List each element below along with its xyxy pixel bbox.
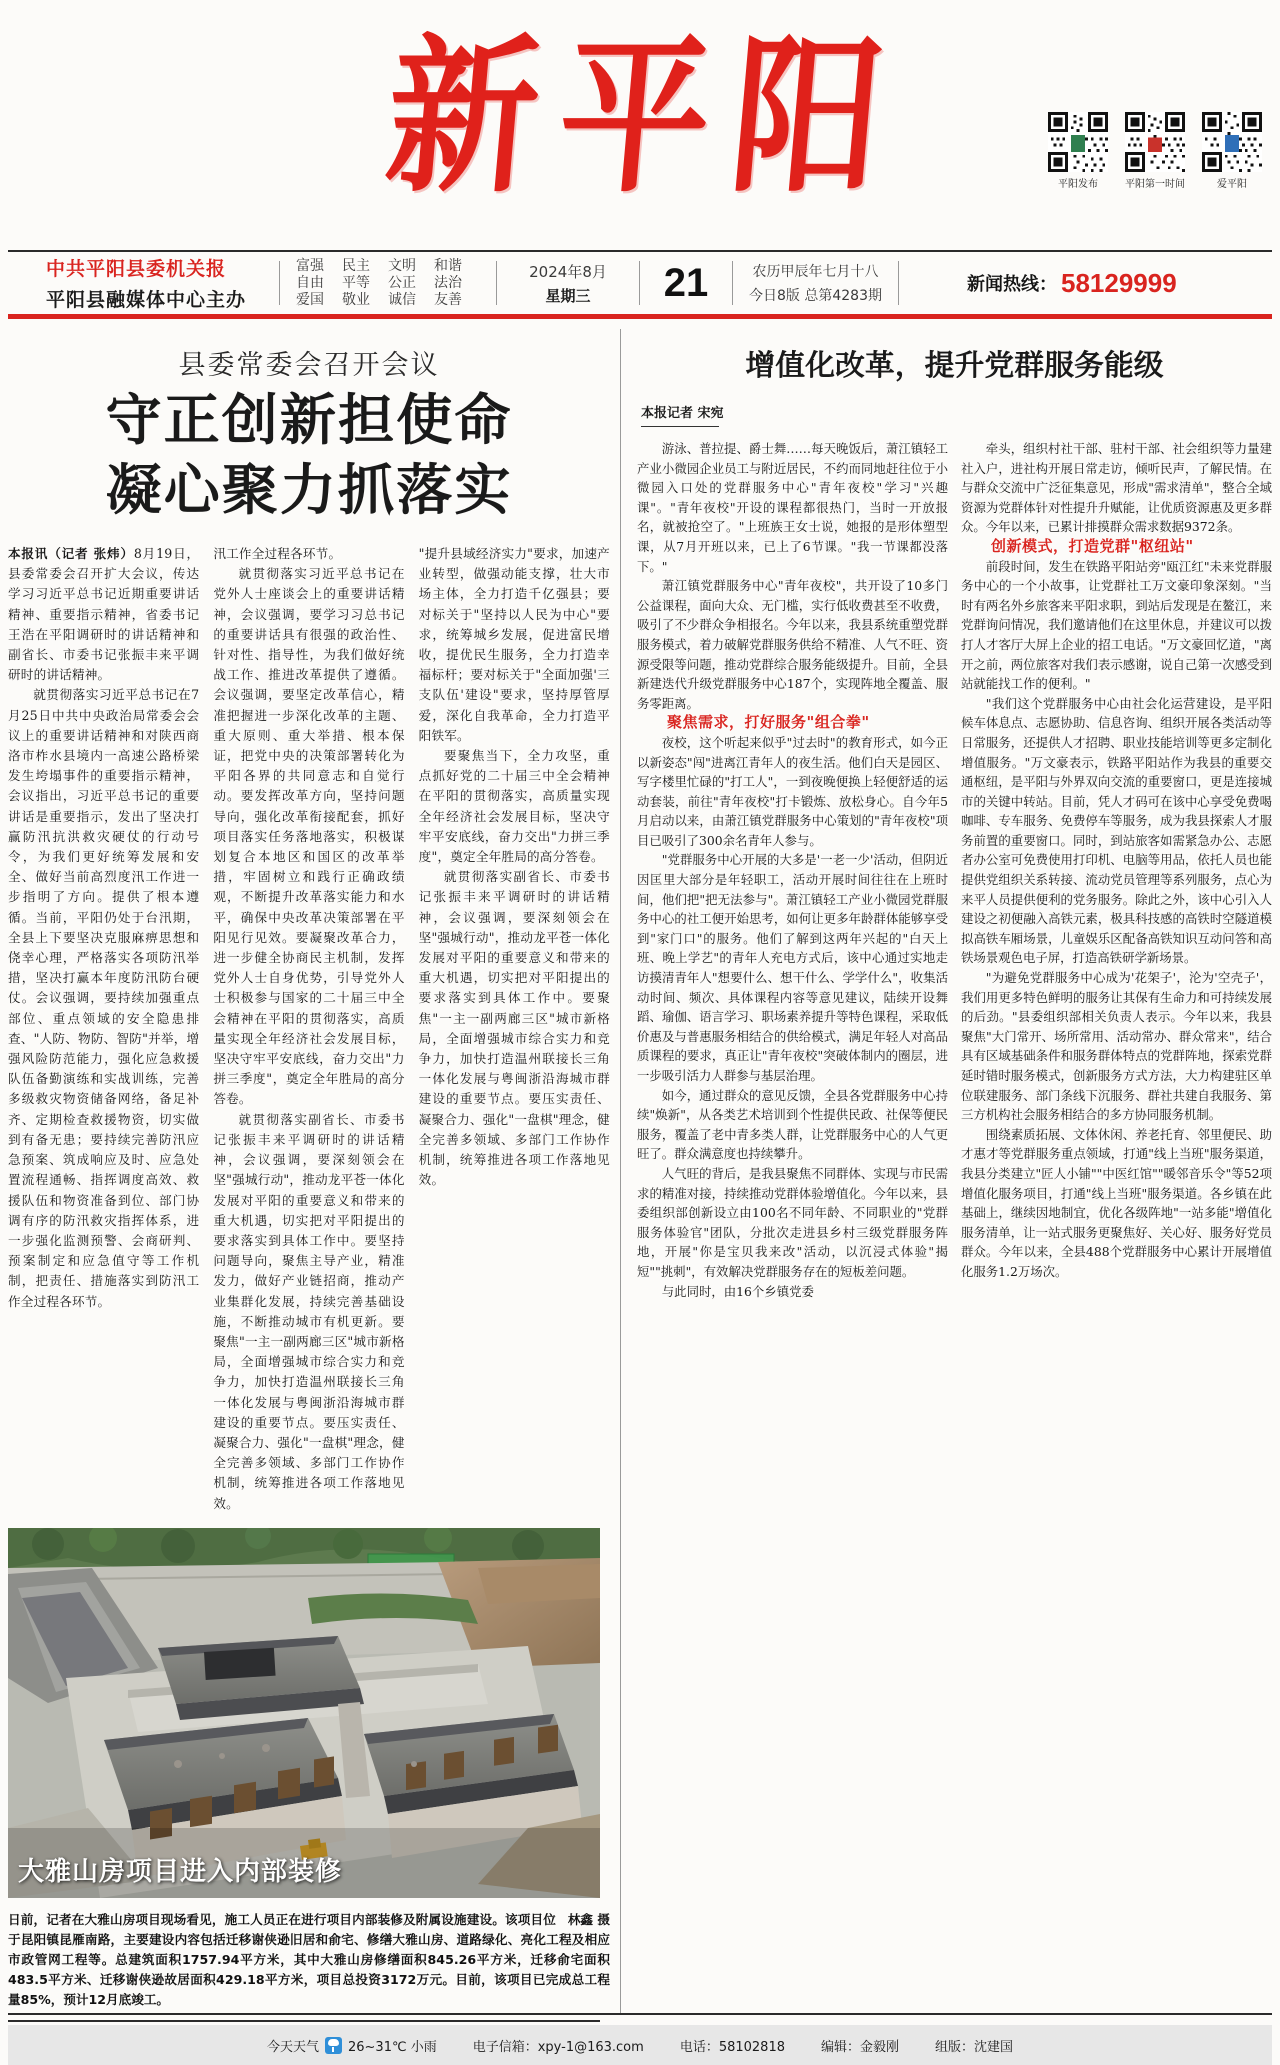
photo-story-image xyxy=(8,1528,600,1898)
right-column-1 xyxy=(637,439,948,1301)
lunar-issue-block xyxy=(749,261,882,305)
qr-item[interactable] xyxy=(1202,112,1262,190)
footer-layout: 组版：沈建国 xyxy=(935,2039,1014,2055)
issue-year-month: 2024年8月 xyxy=(529,262,607,281)
right-column-text xyxy=(637,439,948,1301)
right-story xyxy=(629,325,1272,2013)
right-column-text xyxy=(961,439,1272,1282)
footer-editor: 编辑：金毅刚 xyxy=(820,2039,899,2055)
core-value: 公正 xyxy=(388,275,416,291)
lead-column-text xyxy=(8,544,199,1312)
issue-day-number: 21 xyxy=(663,261,709,305)
paragraph: 与此同时，由16个乡镇党委 xyxy=(661,1283,814,1299)
paragraph: 要聚焦当下，全力攻坚，重点抓好党的二十届三中全会精神在平阳的贯彻落实，高质量实现全年经济社会发展目标，坚决守牢平安底线，奋力交出"力拼三季度"，奠定全年胜局的高分答卷。 xyxy=(418,748,610,865)
core-values-block xyxy=(296,258,480,308)
core-value: 爱国 xyxy=(296,292,324,308)
paragraph: "党群服务中心开展的大多是'一老一少'活动，但阴近因匡里大部分是年轻职工，活动开展时间往往在上班时间，他们把"把无法参与"。萧江镇轻工产业小微园党群服务中心的社工便开始思考，如何让更多年龄群体能够享受到"家门口"的服务。他们了解到这两年兴起的"白天上班、晚上学艺"的青年人充电方式后，该中心通过实地走访摸清青年人"想要什么、想干什么、学学什么"，收集活动时间、频次、具体课程内容等意见建议，陆续开设舞蹈、瑜伽、语言学习、职场素养提升等特色课程，采取低价惠及与普惠服务相结合的供给模式，满足年轻人对高品质课程的要求，真正让"青年夜校"突破体制内的圈层，进一步吸引活力人群参与基层治理。 xyxy=(637,852,948,1083)
footer-top-rule xyxy=(8,2013,1272,2015)
publisher-line-1: 中共平阳县委机关报 xyxy=(46,258,227,280)
core-value: 自由 xyxy=(296,275,324,291)
paragraph: 就贯彻落实副省长、市委书记张振丰来平调研时的讲话精神，会议强调，要深刻领会在坚"强城行动"，推动龙平苍一体化发展对平阳的重要意义和带来的重大机遇，切实把对平阳提出的要求落实到具体工作中。要聚焦"一主一副两廊三区"城市新格局，全面增强城市综合实力和竞争力，加快打造温州联接长三角一体化发展与粤闽浙沿海城市群建设的重要节点。要压实责任、凝聚合力、强化"一盘棋"理念，健全完善多领域、多部门工作协作机制，统筹推进各项工作落地见效。 xyxy=(418,869,610,1188)
content-area xyxy=(8,319,1272,2013)
qr-item[interactable] xyxy=(1048,112,1108,190)
qr-item[interactable] xyxy=(1125,112,1185,190)
issue-number: 今日8版 总第4283期 xyxy=(749,288,882,304)
photo-description: 日前，记者在大雅山房项目现场看见，施工人员正在进行项目内部装修及附属设施建设。该项目位于昆阳镇昆雁南路，主要建设内容包括迁移谢侠逊旧居和俞宅、修缮大雅山房、道路绿化、亮化工程及相应市政管网工程等。总建筑面积1757.94平方米，其中大雅山房修缮面积845.26平方米，迁移俞宅面积483.5平方米、迁移谢侠逊故居面积429.18平方米，项目总投资3172万元。目前，该项目已完成总工程量85%，预计12月底竣工。 xyxy=(8,1911,610,2007)
core-value: 法治 xyxy=(434,275,462,291)
divider xyxy=(732,261,733,305)
paragraph: 人气旺的背后，是我县聚焦不同群体、实现与市民需求的精准对接，持续推动党群体验增值化。今年以来，县委组织部创新设立由100名不同年龄、不同职业的"党群服务体验官"团队，分批次走进县乡村三级党群服务阵地，开展"你是宝贝我来改"活动，以沉浸式体验"揭短""挑刺"，有效解决党群服务存在的短板差问题。 xyxy=(637,1165,948,1279)
masthead xyxy=(0,0,1280,250)
news-hotline xyxy=(967,268,1177,299)
lead-headline-line-1: 守正创新担使命 xyxy=(105,388,513,452)
divider xyxy=(639,261,640,305)
core-value: 富强 xyxy=(296,258,324,274)
lead-kicker: 县委常委会召开会议 xyxy=(178,350,440,381)
qr-label: 平阳发布 xyxy=(1058,179,1098,190)
paragraph: "我们这个党群服务中心由社会化运营建设，是平阳候车体息点、志愿协助、信息咨询、组织开展各类活动等日常服务，还提供人才招聘、职业技能培训等更多定制化增值服务。"万文豪表示，铁路平阳站作为我县的重要交通枢纽，是平阳与外界双向交流的重要窗口，更是连接城市的关键中转站。目前，凭人才码可在该中心享受免费喝咖啡、专车服务、免费停车等服务，成为我县探索人才服务前置的重要窗口。同时，到站旅客如需紧急办公、志愿者办公室可免费使用打印机、电脑等用品，依托人员也能提供党组织关系转接、流动党员管理等系列服务，点心为来平人员提供便利的党务服务。除此之外，该中心引入人建设之初便融入高铁元素，极具科技感的高铁时空隧道模拟高铁车厢场景，儿童娱乐区配备高铁知识互动问答和高铁场景观色电子屏，打造高铁研学新场景。 xyxy=(961,695,1272,966)
qr-label: 平阳第一时间 xyxy=(1125,179,1185,190)
aerial-construction-photo xyxy=(8,1528,600,1898)
qr-code-icon xyxy=(1125,112,1185,172)
lead-headline-line-2: 凝心聚力抓落实 xyxy=(105,458,513,522)
lead-story xyxy=(8,325,620,2013)
photo-credit: 林鑫 摄 xyxy=(567,1911,610,1927)
lead-body-columns xyxy=(8,544,610,1514)
paragraph: 夜校，这个听起来似乎"过去时"的教育形式，如今正以新姿态"闯"进离江青年人的夜生活。他们白天是园区、写字楼里忙碌的"打工人"，一到夜晚便换上轻便舒适的运动套装，前往"青年夜校"打卡锻炼、放松身心。自今年5月启动以来，由萧江镇党群服务中心策划的"青年夜校"项目已吸引了300余名青年人参与。 xyxy=(637,734,948,848)
weather-block xyxy=(267,2036,437,2055)
photo-overlay-caption: 大雅山房项目进入内部装修 xyxy=(18,1856,343,1887)
paragraph: 汛工作全过程各环节。 xyxy=(213,546,342,561)
qr-code-icon xyxy=(1048,112,1108,172)
core-value: 平等 xyxy=(342,275,370,291)
lead-column-2 xyxy=(213,544,404,1514)
qr-label: 爱平阳 xyxy=(1217,179,1247,190)
core-value: 和谐 xyxy=(434,258,462,274)
issue-date-block xyxy=(513,261,623,306)
paragraph: 游泳、普拉提、爵士舞……每天晚饭后，萧江镇轻工产业小微园企业员工与附近居民，不约而同地赶往位于小微园入口处的党群服务中心"青年夜校"学习"兴趣课"。"青年夜校"开设的课程都很热门，当时一开放报名，就被抢空了。"上班族王女士说，她报的是形体塑型课，从7月开班以来，已上了6节课。"我一节课都没落下。" xyxy=(637,441,948,574)
page-footer xyxy=(8,2025,1272,2065)
lunar-date: 农历甲辰年七月十八 xyxy=(752,264,879,280)
core-value: 诚信 xyxy=(388,292,416,308)
paragraph: "为避免党群服务中心成为'花架子'，沦为'空壳子'，我们用更多特色鲜明的服务让其保有生命力和可持续发展的后劲。"县委组织部相关负责人表示。今年以来，我县聚焦"大门常开、场所常用、活动常办、群众常来"，结合具有区域基础条件和服务群体特点的党群阵地，探索党群延时错时服务模式，创新服务方式方法，大力构建驻区单位联建服务、部门条线下沉服务、群社共建自我服务、第三方机构社会服务相结合的多方协同服务机制。 xyxy=(961,970,1272,1123)
info-bar xyxy=(8,252,1272,314)
lead-column-3 xyxy=(419,544,610,1514)
section-subheading: 创新模式，打造党群"枢纽站" xyxy=(991,536,1194,555)
paragraph: 就贯彻落实习近平总书记在7月25日中共中央政治局常委会会议上的重要讲话精神和对陕西商洛市柞水县境内一高速公路桥梁发生垮塌事件的重要指示精神，会议指出，习近平总书记的重要讲话是重要指示，发出了坚决打赢防汛抗洪救灾硬仗的行动号令，为我们更好统筹发展和安全、做好当前高烈度汛工作进一步指明了方向。提供了根本遵循。当前，平阳仍处于台汛期，全县上下要坚决克服麻痹思想和侥幸心理，严格落实各项防汛举措，坚决打赢本年度防汛防台硬仗。会议强调，要持续加强重点部位、重点领域的安全隐患排查、"人防、物防、智防"并举，增强风险防范能力，强化应急救援队伍备勤演练和实战训练，完善多级救灾物资储备网络，备足补齐、定期检查救援物资，切实做到有备无患；要持续完善防汛应急预案、筑成响应及时、应急处置流程通畅、指挥调度高效、救援队伍和物资准备到位、部门协调有序的防汛救灾指挥体系，进一步强化监测预警、会商研判、预案制定和应急值守等工作机制，把责任、措施落实到防汛工作全过程各环节。 xyxy=(8,687,200,1309)
footer-email[interactable]: 电子信箱：xpy-1@163.com xyxy=(472,2039,644,2055)
paragraph: 就贯彻落实习近平总书记在党外人士座谈会上的重要讲话精神，会议强调，要学习习总书记的重要讲话具有很强的政治性、针对性、指导性，为我们做好统战工作、推进改革提供了遵循。会议强调，要坚定改革信心，精准把握进一步深化改革的主题、重大原则、重大举措、根本保证，把党中央的决策部署转化为平阳各界的共同意志和自觉行动。要发挥改革方向，坚持问题导向，强化改革衔接配套，抓好项目落实任务落地落实，积极谋划复合本地区和国区的改革举措，牢固树立和践行正确政绩观，不断提升改革落实能力和水平，确保中央改革决策部署在平阳见行见效。要凝聚改革合力，进一步健全协商民主机制，发挥党外人士自身优势，引导党外人士积极参与国家的二十届三中全会精神在平阳的贯彻落实，高质量实现全年经济社会发展目标，坚决守牢平安底线，奋力交出"力拼三季度"，奠定全年胜局的高分答卷。 xyxy=(213,566,405,1107)
lead-column-text xyxy=(213,544,404,1514)
right-body-columns xyxy=(637,439,1272,1301)
divider xyxy=(898,261,899,305)
rain-icon xyxy=(325,2037,342,2054)
core-values-row xyxy=(296,275,480,291)
qr-code-icon xyxy=(1202,112,1262,172)
weather-label: 今天天气 xyxy=(266,2039,319,2055)
qr-code-group xyxy=(1048,112,1262,190)
paragraph: 前段时间，发生在铁路平阳站旁"瓯江红"未来党群服务中心的一个小故事，让党群社工万文豪印象深刻。"当时有两名外乡旅客来平阳求职，到站后发现是在鳌江，来党群询问情况，我们邀请他们在这里休息，并建议可以拨打人才客厅大屏上企业的招工电话。"万文豪回忆道，"离开之前，两位旅客对我们表示感谢，说自己第一次感受到站就能找工作的便利。" xyxy=(961,558,1272,692)
hotline-number: 58129999 xyxy=(1061,267,1177,298)
paragraph: 围绕素质拓展、文体休闲、养老托育、邻里便民、助才惠才等党群服务重点领域，打通"线上当班"服务渠道，我县分类建立"匠人小铺""中医红馆""暖邻音乐令"等52项增值化服务项目，打通"线上当班"服务渠道。各乡镇在此基础上，继续因地制宜，优化各级阵地"一站多能"增值化服务清单，让一站式服务更聚焦好、关心好、服务好党员群众。今年以来，全县488个党群服务中心累计开展增值化服务1.2万场次。 xyxy=(961,1126,1272,1279)
paragraph: 就贯彻落实副省长、市委书记张振丰来平调研时的讲话精神，会议强调，要深刻领会在坚"强城行动"，推动龙平苍一体化发展对平阳的重要意义和带来的重大机遇，切实把对平阳提出的要求落实到具体工作中。要坚持问题导向，聚焦主导产业，精准发力，做好产业链招商，推动产业集群化发展，持续完善基础设施，不断推动城市有机更新。要聚焦"一主一副两廊三区"城市新格局，全面增强城市综合实力和竞争力，加快打造温州联接长三角一体化发展与粤闽浙沿海城市群建设的重要节点。要压实责任、凝聚合力、强化"一盘棋"理念，健全完善多领域、多部门工作协作机制，统筹推进各项工作落地见效。 xyxy=(213,1111,405,1511)
paragraph: "提升县域经济实力"要求，加速产业转型，做强动能支撑，壮大市场主体，全力打造千亿强县；要对标关于"坚持以人民为中心"要求，统筹城乡发展，促进富民增收，提优民生服务，全力打造幸福标杆；要对标关于"全面加强'三支队伍'建设"要求，坚持厚管厚爱，深化自我革命，全力打造平阳铁军。 xyxy=(418,546,610,743)
paragraph: 如今，通过群众的意见反馈，全县各党群服务中心持续"焕新"，从各类艺术培训到个性提供民政、社保等便民服务，覆盖了老中青多类人群，让党群服务中心的人气更旺了。群众满意度也持续攀升。 xyxy=(637,1087,948,1162)
footer-phone: 电话：58102818 xyxy=(679,2039,785,2055)
core-value: 文明 xyxy=(388,258,416,274)
byline-rule xyxy=(641,426,719,427)
photo-bottom-rule xyxy=(8,2020,600,2022)
right-column-2 xyxy=(961,439,1272,1301)
divider xyxy=(496,261,497,305)
paragraph: 牵头，组织村社干部、驻村干部、社会组织等力量建社入户，进社构开展日常走访，倾听民声，了解民情。在与群众交流中广泛征集意见，形成"需求清单"，整合全域资源为党群体针对性提升升赋能，让优质资源惠及更多群众。今年以来，已累计排摸群众需求数据9372条。 xyxy=(961,441,1272,535)
lead-column-1 xyxy=(8,544,199,1514)
divider xyxy=(279,261,280,305)
right-byline: 本报记者 宋宛 xyxy=(641,406,724,421)
lead-column-text xyxy=(419,544,610,1191)
photo-caption-text xyxy=(8,1910,610,2010)
core-values-row xyxy=(296,292,480,308)
nameplate xyxy=(330,18,940,216)
core-value: 友善 xyxy=(434,292,462,308)
core-value: 敬业 xyxy=(342,292,370,308)
issue-weekday: 星期三 xyxy=(545,286,591,305)
core-value: 民主 xyxy=(342,258,370,274)
weather-value: 26~31℃ 小雨 xyxy=(348,2039,437,2055)
hotline-label: 新闻热线： xyxy=(967,274,1057,295)
paper-name: 新平阳 xyxy=(379,18,913,216)
paragraph: 本报讯（记者 张炜）8月19日，县委常委会召开扩大会议，传达学习习近平总书记近期重要讲话精神、重要指示精神，省委书记王浩在平阳调研时的讲话精神和副省长、市委书记张振丰来平调研时的讲话精神。 xyxy=(8,546,200,683)
paragraph: 萧江镇党群服务中心"青年夜校"，共开设了10多门公益课程，面向大众、无门槛，实行低收费甚至不收费，吸引了不少群众争相报名。今年以来，我县系统重塑党群服务模式，着力破解党群服务供给不精准、人气不旺、资源受限等问题，推动党群综合服务能级提升。目前，全县新建迭代升级党群服务中心187个，实现阵地全覆盖、服务零距离。 xyxy=(637,578,948,711)
section-subheading: 聚焦需求，打好服务"组合拳" xyxy=(667,713,870,732)
core-values-row xyxy=(296,258,480,274)
publisher-line-2: 平阳县融媒体中心主办 xyxy=(46,289,247,311)
publisher-block xyxy=(8,254,263,312)
right-headline: 增值化改革，提升党群服务能级 xyxy=(745,348,1164,382)
pane-divider xyxy=(620,329,621,2013)
